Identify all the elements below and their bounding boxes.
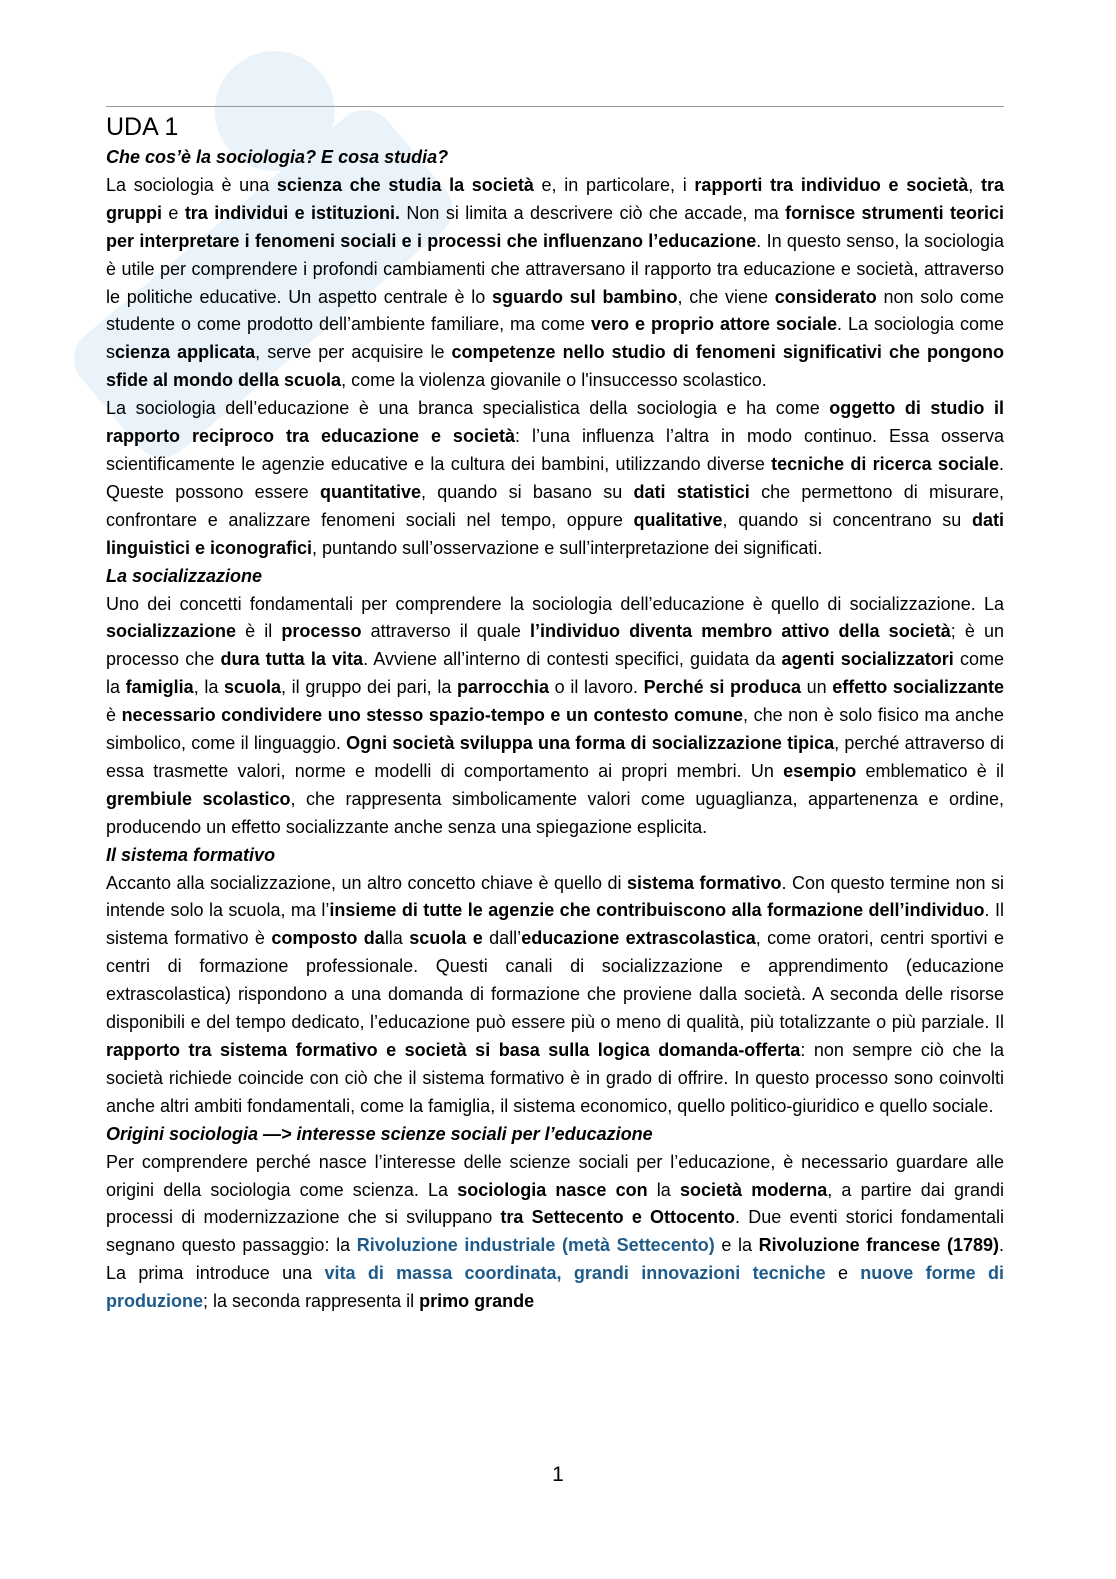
bold-text: grembiule scolastico bbox=[106, 788, 291, 809]
bold-text: agenti socializzatori bbox=[781, 649, 954, 670]
text-run: dall’ bbox=[482, 928, 522, 949]
text-run: o il lavoro. bbox=[549, 677, 644, 698]
document-title: UDA 1 bbox=[106, 113, 179, 141]
bold-text: oggetto di studio il rapporto reciproco tra educazione e società bbox=[106, 398, 1004, 447]
text-run: Accanto alla socializzazione, un altro concetto chiave è quello di bbox=[106, 872, 627, 893]
bold-text: famiglia bbox=[125, 677, 194, 698]
text-run: Non si limita a descrivere ciò che accade, ma bbox=[400, 202, 786, 223]
header-rule bbox=[106, 106, 1004, 107]
text-run: , che viene bbox=[677, 286, 775, 307]
text-run: e, in particolare, i bbox=[533, 174, 695, 195]
bold-text: Rivoluzione francese (1789) bbox=[758, 1235, 999, 1256]
bold-text: sguardo sul bambino bbox=[492, 286, 678, 307]
document-content bbox=[106, 144, 1004, 1316]
bold-text: Ogni società sviluppa una forma di socializzazione tipica bbox=[346, 733, 835, 754]
text-run: come la bbox=[106, 649, 1004, 698]
text-run: ; è un processo che bbox=[106, 621, 1004, 670]
bold-text: scuola bbox=[224, 677, 282, 698]
bold-text: tra individui e istituzioni. bbox=[184, 202, 401, 223]
bold-text: rapporti tra individuo e società bbox=[694, 174, 969, 195]
text-run: Uno dei concetti fondamentali per comprendere la sociologia dell’educazione è quello di socializzazione. La bbox=[106, 593, 1004, 614]
section-heading: La socializzazione bbox=[106, 565, 263, 586]
bold-text: scienza che studia la società bbox=[276, 174, 534, 195]
text-run: . La sociologia come s bbox=[106, 314, 1005, 363]
page-number: 1 bbox=[552, 1463, 564, 1486]
text-run: , quando si concentrano su bbox=[722, 509, 972, 530]
text-run: , serve per acquisire le bbox=[255, 342, 452, 363]
body-paragraph bbox=[106, 591, 1004, 842]
text-run: , come la violenza giovanile o l'insuccesso scolastico. bbox=[341, 370, 767, 391]
highlighted-text: Rivoluzione industriale (metà Settecento) bbox=[356, 1235, 715, 1256]
bold-text: competenze nello studio di fenomeni significativi che pongono sfide al mondo della scuola bbox=[106, 342, 1004, 391]
text-run: e bbox=[162, 202, 185, 223]
bold-text: cienza applicata bbox=[115, 342, 256, 363]
text-run: e bbox=[825, 1263, 861, 1284]
bold-text: sistema formativo bbox=[627, 872, 782, 893]
text-run: , puntando sull’osservazione e sull’interpretazione dei significati. bbox=[312, 537, 823, 558]
bold-text: scuola e bbox=[409, 928, 483, 949]
text-run: non solo come studente o come prodotto dell’ambiente familiare, ma come bbox=[106, 286, 1004, 335]
bold-text: vero e proprio attore sociale bbox=[591, 314, 837, 335]
text-run: . Queste possono essere bbox=[106, 453, 1004, 502]
text-run: un bbox=[800, 677, 833, 698]
bold-text: fornisce strumenti teorici per interpretare i fenomeni sociali e i processi che influenzano l’educazione bbox=[106, 202, 1004, 251]
text-run: . In questo senso, la sociologia è utile per comprendere i profondi cambiamenti che attraversano il rapporto tra educazione e società, attraverso le politiche educative. Un aspetto centrale è lo bbox=[106, 230, 1005, 307]
bold-text: processo bbox=[281, 621, 362, 642]
text-run: . Avviene all’interno di contesti specifici, guidata da bbox=[363, 649, 782, 670]
text-run: , quando si basano su bbox=[420, 481, 634, 502]
section-heading: Origini sociologia —> interesse scienze sociali per l’educazione bbox=[106, 1123, 653, 1144]
text-run: e la bbox=[714, 1235, 759, 1256]
bold-text: educazione extrascolastica bbox=[521, 928, 756, 949]
highlighted-text: vita di massa coordinata, grandi innovazioni tecniche bbox=[324, 1263, 826, 1284]
bold-text: primo grande bbox=[419, 1291, 535, 1312]
text-run: lla bbox=[384, 928, 410, 949]
bold-text: necessario condividere uno stesso spazio-tempo e un contesto comune bbox=[121, 705, 744, 726]
text-run: : l’una influenza l’altra in modo continuo. Essa osserva scientificamente le agenzie educative e la cultura dei bambini, utilizzando diverse bbox=[106, 426, 1004, 474]
section-heading: Il sistema formativo bbox=[106, 844, 276, 865]
highlighted-text: nuove forme di produzione bbox=[106, 1263, 1004, 1312]
text-run: . Con questo termine non si intende solo la scuola, ma l’ bbox=[106, 872, 1004, 921]
text-run: . Due eventi storici fondamentali segnano questo passaggio: la bbox=[106, 1207, 1004, 1256]
bold-text: rapporto tra sistema formativo e società si basa sulla logica domanda-offerta bbox=[106, 1040, 801, 1060]
bold-text: effetto socializzante bbox=[832, 677, 1004, 698]
text-run: , il gruppo dei pari, la bbox=[281, 677, 457, 698]
text-run: La sociologia dell’educazione è una branca specialistica della sociologia e ha come bbox=[106, 398, 830, 419]
bold-text: società moderna bbox=[679, 1179, 828, 1200]
document-page bbox=[106, 110, 1004, 1316]
text-run: emblematico è il bbox=[856, 760, 1004, 781]
text-run: : non sempre ciò che la società richiede coincide con ciò che il sistema formativo è in grado di offrire. In questo processo sono coinvolti anche altri ambiti fondamentali, come la famiglia, il sistema economico, quello politico-giuridico e quello sociale. bbox=[106, 1040, 1004, 1116]
bold-text: Perché si produca bbox=[643, 677, 801, 698]
bold-text: tra gruppi bbox=[106, 174, 1004, 223]
bold-text: dati linguistici e iconografici bbox=[106, 509, 1004, 558]
text-run: , perché attraverso di essa trasmette valori, norme e modelli di comportamento ai propri membri. Un bbox=[106, 733, 1004, 781]
text-run: Per comprendere perché nasce l’interesse delle scienze sociali per l’educazione, è necessario guardare alle origini della sociologia come scienza. La bbox=[106, 1151, 1004, 1200]
text-run: La sociologia è una bbox=[106, 174, 277, 195]
bold-text: socializzazione bbox=[106, 621, 237, 642]
text-run: , come oratori, centri sportivi e centri di formazione professionale. Questi canali di socializzazione e apprendimento (educazione extrascolastica) rispondono a una domanda di formazione che proviene dalla società. A seconda delle risorse disponibili e del tempo dedicato, l’educazione può essere più o meno di qualità, più totalizzante o più parziale. Il bbox=[106, 928, 1004, 1033]
body-paragraph bbox=[106, 172, 1004, 395]
text-run: è il bbox=[236, 621, 282, 642]
text-run: , bbox=[968, 174, 981, 195]
body-paragraph bbox=[106, 1149, 1004, 1316]
text-run: ; la seconda rappresenta il bbox=[203, 1291, 420, 1312]
section-heading: Che cos’è la sociologia? E cosa studia? bbox=[106, 147, 449, 167]
bold-text: quantitative bbox=[319, 481, 421, 502]
text-run: . La prima introduce una bbox=[106, 1235, 1005, 1284]
bold-text: l’individuo diventa membro attivo della società bbox=[530, 621, 951, 642]
bold-text: sociologia nasce con bbox=[457, 1179, 648, 1200]
bold-text: composto da bbox=[271, 928, 385, 949]
text-run: , che rappresenta simbolicamente valori come uguaglianza, appartenenza e ordine, producendo un effetto socializzante anche senza una spiegazione esplicita. bbox=[106, 788, 1004, 837]
bold-text: considerato bbox=[774, 286, 877, 307]
body-paragraph bbox=[106, 395, 1004, 562]
bold-text: dati statistici bbox=[633, 481, 750, 502]
body-paragraph bbox=[106, 870, 1004, 1121]
text-run: attraverso il quale bbox=[361, 621, 531, 642]
bold-text: esempio bbox=[783, 760, 857, 781]
bold-text: parrocchia bbox=[456, 677, 550, 698]
text-run: la bbox=[647, 1179, 680, 1200]
bold-text: dura tutta la vita bbox=[220, 649, 364, 670]
bold-text: tra Settecento e Ottocento bbox=[500, 1207, 736, 1228]
text-run: . Il sistema formativo è bbox=[106, 900, 1004, 949]
text-run: , a partire dai grandi processi di modernizzazione che si sviluppano bbox=[106, 1179, 1004, 1228]
text-run: che permettono di misurare, confrontare e analizzare fenomeni sociali nel tempo, oppure bbox=[106, 481, 1005, 530]
bold-text: tecniche di ricerca sociale bbox=[771, 453, 999, 474]
text-run: è bbox=[106, 705, 122, 726]
bold-text: qualitative bbox=[633, 509, 723, 530]
text-run: , che non è solo fisico ma anche simbolico, come il linguaggio. bbox=[106, 705, 1004, 754]
text-run: , la bbox=[193, 677, 224, 698]
bold-text: insieme di tutte le agenzie che contribuiscono alla formazione dell’individuo bbox=[329, 900, 985, 921]
